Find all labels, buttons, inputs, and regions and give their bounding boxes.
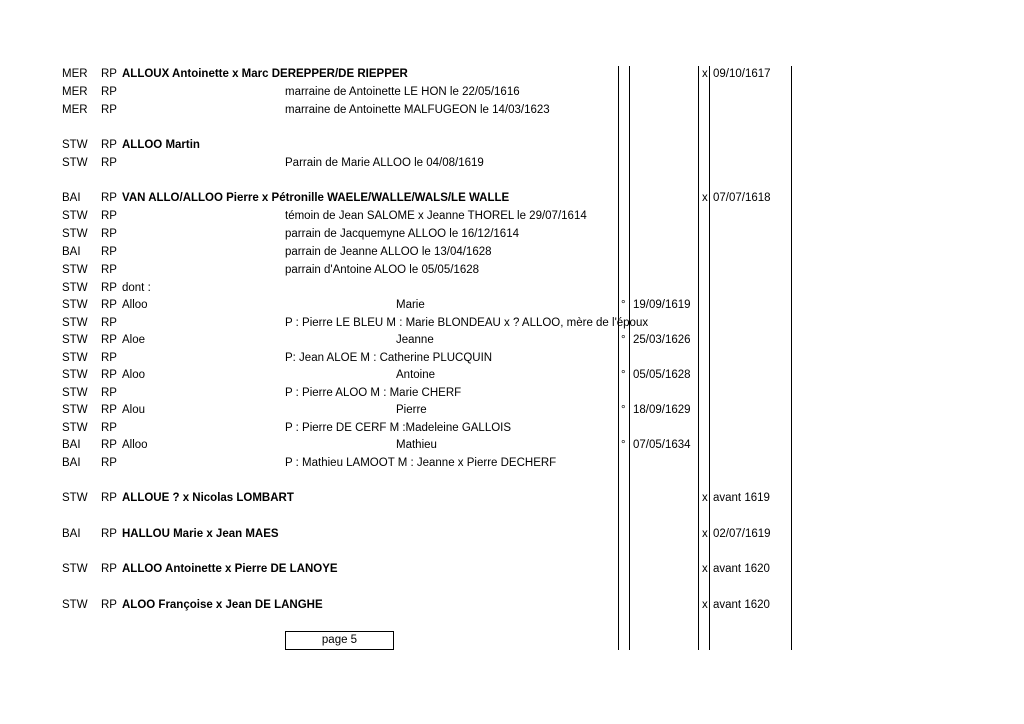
table-row	[0, 190, 1024, 207]
page-number-box	[285, 631, 394, 650]
table-row	[0, 332, 1024, 349]
cell-rp: RP	[101, 264, 117, 276]
cell-loc: STW	[62, 299, 88, 311]
cell-name: Aloo	[122, 369, 146, 381]
cell-loc: STW	[62, 369, 88, 381]
table-row	[0, 66, 1024, 83]
table-row	[0, 367, 1024, 384]
cell-desc: parrain de Jacquemyne ALLOO le 16/12/1614	[285, 228, 519, 240]
table-row	[0, 437, 1024, 454]
cell-x: x	[702, 492, 708, 504]
cell-rp: RP	[101, 599, 117, 611]
cell-rp: RP	[101, 228, 117, 240]
cell-desc: P : Pierre LE BLEU M : Marie BLONDEAU x ? ALLOO, mère de l'époux	[285, 317, 649, 329]
cell-loc: STW	[62, 422, 88, 434]
cell-desc: parrain d'Antoine ALOO le 05/05/1628	[285, 264, 480, 276]
cell-bdate: 18/09/1629	[633, 404, 691, 416]
table-row	[0, 208, 1024, 225]
cell-name: ALOO Françoise x Jean DE LANGHE	[122, 599, 323, 611]
table-row	[0, 490, 1024, 507]
cell-name: ALLOUX Antoinette x Marc DEREPPER/DE RIEPPER	[122, 68, 408, 80]
cell-desc: P : Pierre ALOO M : Marie CHERF	[285, 387, 462, 399]
cell-loc: STW	[62, 334, 88, 346]
cell-bdate: 05/05/1628	[633, 369, 691, 381]
cell-name: Aloe	[122, 334, 146, 346]
cell-desc: marraine de Antoinette MALFUGEON le 14/03/1623	[285, 104, 550, 116]
cell-name: Alou	[122, 404, 146, 416]
cell-deg: °	[621, 334, 626, 346]
table-row	[0, 102, 1024, 119]
cell-rp: RP	[101, 192, 117, 204]
cell-name: ALLOO Antoinette x Pierre DE LANOYE	[122, 563, 338, 575]
cell-loc: STW	[62, 157, 88, 169]
cell-rp: RP	[101, 104, 117, 116]
cell-rp: RP	[101, 86, 117, 98]
table-row	[0, 350, 1024, 367]
cell-bdate: 25/03/1626	[633, 334, 691, 346]
cell-mdate: avant 1620	[713, 599, 770, 611]
cell-loc: BAI	[62, 528, 81, 540]
cell-name: ALLOO Martin	[122, 139, 200, 151]
cell-loc: BAI	[62, 192, 81, 204]
cell-loc: STW	[62, 282, 88, 294]
cell-loc: STW	[62, 139, 88, 151]
cell-name: Alloo	[122, 439, 148, 451]
cell-x: x	[702, 599, 708, 611]
cell-rp: RP	[101, 246, 117, 258]
table-row	[0, 385, 1024, 402]
cell-x: x	[702, 192, 708, 204]
page-label: page 5	[321, 634, 358, 646]
table-row	[0, 280, 1024, 297]
cell-rp: RP	[101, 404, 117, 416]
table-row	[0, 137, 1024, 154]
cell-loc: STW	[62, 264, 88, 276]
cell-rp: RP	[101, 492, 117, 504]
cell-name: ALLOUE ? x Nicolas LOMBART	[122, 492, 294, 504]
cell-name: HALLOU Marie x Jean MAES	[122, 528, 279, 540]
table-row	[0, 84, 1024, 101]
table-row	[0, 155, 1024, 172]
cell-rp: RP	[101, 457, 117, 469]
cell-rp: RP	[101, 387, 117, 399]
cell-desc: témoin de Jean SALOME x Jeanne THOREL le 29/07/1614	[285, 210, 587, 222]
cell-rp: RP	[101, 299, 117, 311]
cell-desc: P : Mathieu LAMOOT M : Jeanne x Pierre DECHERF	[285, 457, 557, 469]
cell-rp: RP	[101, 352, 117, 364]
cell-rp: RP	[101, 528, 117, 540]
cell-first: Marie	[396, 299, 425, 311]
cell-loc: STW	[62, 387, 88, 399]
cell-loc: MER	[62, 86, 88, 98]
cell-desc: P: Jean ALOE M : Catherine PLUCQUIN	[285, 352, 493, 364]
cell-x: x	[702, 563, 708, 575]
cell-deg: °	[621, 299, 626, 311]
cell-first: Jeanne	[396, 334, 434, 346]
cell-loc: STW	[62, 317, 88, 329]
cell-rp: RP	[101, 157, 117, 169]
cell-x: x	[702, 528, 708, 540]
cell-rp: RP	[101, 334, 117, 346]
cell-desc: marraine de Antoinette LE HON le 22/05/1616	[285, 86, 520, 98]
cell-loc: STW	[62, 228, 88, 240]
table-row	[0, 244, 1024, 261]
cell-loc: MER	[62, 104, 88, 116]
table-row	[0, 402, 1024, 419]
cell-loc: BAI	[62, 439, 81, 451]
cell-rp: RP	[101, 439, 117, 451]
cell-deg: °	[621, 439, 626, 451]
cell-bdate: 19/09/1619	[633, 299, 691, 311]
cell-first: Antoine	[396, 369, 436, 381]
cell-loc: STW	[62, 210, 88, 222]
table-row	[0, 455, 1024, 472]
cell-name: dont :	[122, 282, 151, 294]
cell-loc: BAI	[62, 457, 81, 469]
cell-bdate: 07/05/1634	[633, 439, 691, 451]
cell-mdate: 02/07/1619	[713, 528, 771, 540]
table-row	[0, 597, 1024, 614]
table-row	[0, 526, 1024, 543]
cell-deg: °	[621, 369, 626, 381]
cell-mdate: avant 1619	[713, 492, 770, 504]
cell-first: Pierre	[396, 404, 427, 416]
table-row	[0, 226, 1024, 243]
cell-name: VAN ALLO/ALLOO Pierre x Pétronille WAELE/WALLE/WALS/LE WALLE	[122, 192, 510, 204]
table-row	[0, 262, 1024, 279]
table-row	[0, 297, 1024, 314]
cell-desc: Parrain de Marie ALLOO le 04/08/1619	[285, 157, 484, 169]
cell-rp: RP	[101, 317, 117, 329]
cell-desc: P : Pierre DE CERF M :Madeleine GALLOIS	[285, 422, 512, 434]
cell-rp: RP	[101, 282, 117, 294]
cell-first: Mathieu	[396, 439, 437, 451]
cell-loc: STW	[62, 563, 88, 575]
table-row	[0, 561, 1024, 578]
cell-mdate: 09/10/1617	[713, 68, 771, 80]
cell-mdate: 07/07/1618	[713, 192, 771, 204]
cell-desc: parrain de Jeanne ALLOO le 13/04/1628	[285, 246, 492, 258]
cell-rp: RP	[101, 563, 117, 575]
cell-rp: RP	[101, 369, 117, 381]
cell-rp: RP	[101, 68, 117, 80]
cell-rp: RP	[101, 210, 117, 222]
cell-loc: STW	[62, 492, 88, 504]
cell-name: Alloo	[122, 299, 148, 311]
cell-loc: MER	[62, 68, 88, 80]
cell-rp: RP	[101, 139, 117, 151]
cell-loc: STW	[62, 352, 88, 364]
cell-rp: RP	[101, 422, 117, 434]
cell-loc: STW	[62, 404, 88, 416]
cell-loc: BAI	[62, 246, 81, 258]
table-row	[0, 315, 1024, 332]
table-row	[0, 420, 1024, 437]
cell-loc: STW	[62, 599, 88, 611]
cell-deg: °	[621, 404, 626, 416]
cell-mdate: avant 1620	[713, 563, 770, 575]
cell-x: x	[702, 68, 708, 80]
